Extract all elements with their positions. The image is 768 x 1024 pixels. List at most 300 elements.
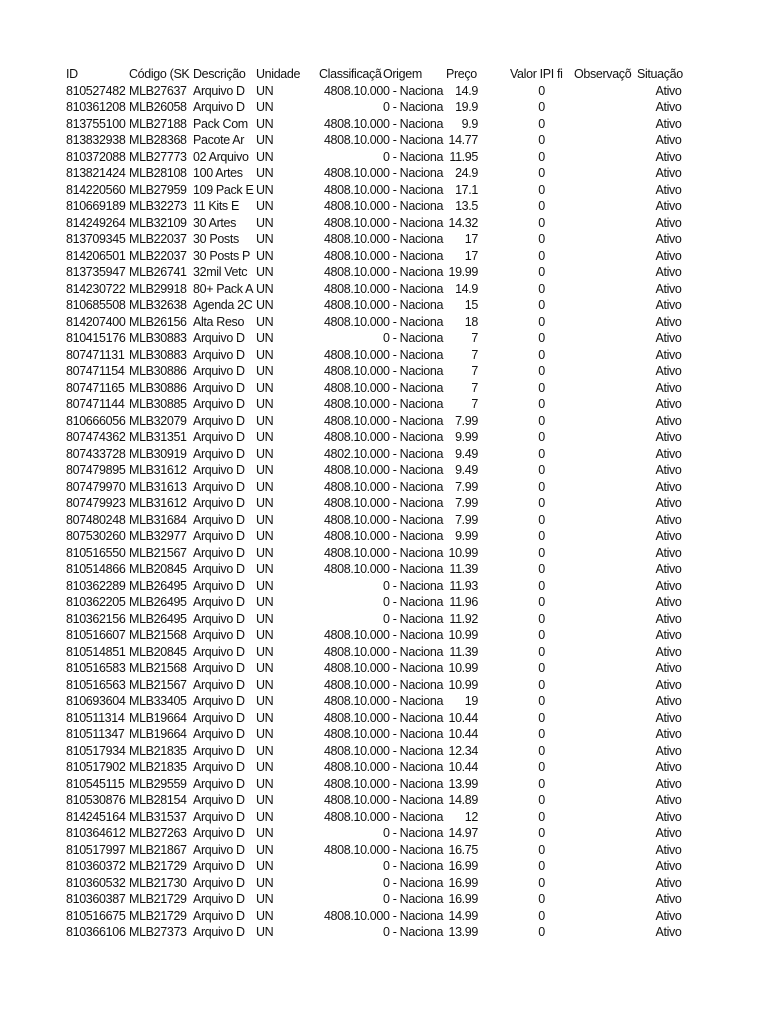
cell-sku[interactable]: MLB31351 <box>129 430 187 444</box>
table-row[interactable] <box>0 512 768 529</box>
cell-status[interactable]: Ativo <box>655 925 682 939</box>
cell-description[interactable]: Arquivo D <box>193 83 245 98</box>
cell-sku[interactable]: MLB27773 <box>129 149 187 164</box>
cell-ipi-value[interactable]: 0 <box>538 677 545 692</box>
cell-price[interactable]: 12.34 <box>448 743 478 758</box>
cell-unit[interactable]: UN <box>256 166 274 180</box>
cell-origin[interactable]: 0 - Naciona <box>383 479 444 494</box>
cell-status[interactable]: Ativo <box>655 446 682 461</box>
cell-origin[interactable]: 0 - Naciona <box>383 265 444 279</box>
cell-unit[interactable]: UN <box>256 149 274 164</box>
table-row[interactable] <box>0 627 768 644</box>
cell-ipi-value[interactable]: 0 <box>538 83 545 98</box>
cell-unit[interactable]: UN <box>256 859 274 873</box>
cell-description[interactable]: Arquivo D <box>193 908 245 923</box>
cell-sku[interactable]: MLB21867 <box>129 842 187 857</box>
cell-unit[interactable]: UN <box>256 479 274 494</box>
cell-description[interactable]: Arquivo D <box>193 331 245 345</box>
cell-classification[interactable]: 4808.10.00 <box>323 463 383 477</box>
cell-id[interactable]: 807471154 <box>66 364 125 378</box>
cell-description[interactable]: Arquivo D <box>193 760 245 774</box>
cell-description[interactable]: Arquivo D <box>193 826 245 840</box>
cell-id[interactable]: 814230722 <box>66 281 126 296</box>
cell-id[interactable]: 810527482 <box>66 83 126 98</box>
cell-description[interactable]: Arquivo D <box>193 611 245 626</box>
cell-status[interactable]: Ativo <box>655 496 682 510</box>
cell-observations[interactable] <box>574 512 637 529</box>
cell-status[interactable]: Ativo <box>655 413 682 428</box>
cell-description[interactable]: 30 Posts P <box>193 248 250 263</box>
cell-price[interactable]: 11.92 <box>449 611 478 626</box>
cell-ipi-value[interactable]: 0 <box>538 314 545 329</box>
table-row[interactable] <box>0 809 768 826</box>
cell-description[interactable]: Arquivo D <box>193 347 245 362</box>
cell-price[interactable]: 7 <box>471 397 478 411</box>
cell-status[interactable]: Ativo <box>655 529 682 543</box>
cell-ipi-value[interactable]: 0 <box>538 842 545 857</box>
cell-status[interactable]: Ativo <box>655 776 682 791</box>
cell-classification[interactable] <box>319 891 383 908</box>
header-classification[interactable]: Classificaçã <box>319 67 382 81</box>
cell-ipi-value[interactable]: 0 <box>538 347 545 362</box>
header-price[interactable]: Preço <box>446 67 477 81</box>
table-row[interactable] <box>0 99 768 116</box>
cell-ipi-value[interactable]: 0 <box>538 446 545 461</box>
cell-unit[interactable]: UN <box>256 628 274 642</box>
cell-description[interactable]: Arquivo D <box>193 776 245 791</box>
cell-id[interactable]: 813821424 <box>66 166 126 180</box>
cell-status[interactable]: Ativo <box>655 892 682 906</box>
cell-ipi-value[interactable]: 0 <box>538 512 545 527</box>
cell-id[interactable]: 814249264 <box>66 215 126 230</box>
cell-origin[interactable]: 0 - Naciona <box>383 611 444 626</box>
cell-unit[interactable]: UN <box>256 644 274 659</box>
cell-classification[interactable]: 4808.10.00 <box>323 215 383 230</box>
cell-description[interactable]: Pacote Ar <box>193 133 245 147</box>
cell-observations[interactable] <box>574 726 637 743</box>
cell-description[interactable]: Arquivo D <box>193 710 245 725</box>
cell-sku[interactable]: MLB21730 <box>129 875 187 890</box>
cell-sku[interactable]: MLB21567 <box>129 545 187 560</box>
cell-unit[interactable]: UN <box>256 892 274 906</box>
cell-classification[interactable]: 4808.10.00 <box>323 628 383 642</box>
cell-classification[interactable] <box>319 594 383 611</box>
cell-observations[interactable] <box>574 776 637 793</box>
cell-sku[interactable]: MLB28108 <box>129 166 187 180</box>
cell-id[interactable]: 810364612 <box>66 826 126 840</box>
cell-description[interactable]: 02 Arquivo <box>193 149 249 164</box>
cell-origin[interactable]: 0 - Naciona <box>383 364 444 378</box>
cell-sku[interactable]: MLB26058 <box>129 100 187 114</box>
cell-status[interactable]: Ativo <box>655 875 682 890</box>
table-row[interactable] <box>0 594 768 611</box>
cell-classification[interactable]: 4808.10.00 <box>323 562 383 576</box>
cell-unit[interactable]: UN <box>256 463 274 477</box>
cell-origin[interactable]: 0 - Naciona <box>383 496 444 510</box>
cell-description[interactable]: Arquivo D <box>193 413 245 428</box>
table-row[interactable] <box>0 759 768 776</box>
table-row[interactable] <box>0 198 768 215</box>
cell-status[interactable]: Ativo <box>655 710 682 725</box>
cell-status[interactable]: Ativo <box>655 545 682 560</box>
cell-origin[interactable]: 0 - Naciona <box>383 826 444 840</box>
cell-id[interactable]: 814207400 <box>66 314 126 329</box>
cell-sku[interactable]: MLB27373 <box>129 925 187 939</box>
cell-observations[interactable] <box>574 462 637 479</box>
cell-origin[interactable]: 0 - Naciona <box>383 776 444 791</box>
cell-observations[interactable] <box>574 561 637 578</box>
cell-price[interactable]: 16.99 <box>448 859 478 873</box>
cell-description[interactable]: Arquivo D <box>193 859 245 873</box>
cell-observations[interactable] <box>574 594 637 611</box>
cell-ipi-value[interactable]: 0 <box>538 166 545 180</box>
cell-price[interactable]: 9.49 <box>455 446 478 461</box>
cell-sku[interactable]: MLB21568 <box>129 661 187 675</box>
cell-ipi-value[interactable]: 0 <box>538 133 545 147</box>
cell-sku[interactable]: MLB21567 <box>129 677 187 692</box>
cell-status[interactable]: Ativo <box>655 578 682 593</box>
table-row[interactable] <box>0 330 768 347</box>
cell-id[interactable]: 810666056 <box>66 413 126 428</box>
cell-observations[interactable] <box>574 264 637 281</box>
cell-ipi-value[interactable]: 0 <box>538 281 545 296</box>
cell-observations[interactable] <box>574 825 637 842</box>
cell-unit[interactable]: UN <box>256 578 274 593</box>
cell-status[interactable]: Ativo <box>655 908 682 923</box>
cell-ipi-value[interactable]: 0 <box>538 413 545 428</box>
cell-classification[interactable]: 4808.10.00 <box>323 727 383 741</box>
table-row[interactable] <box>0 545 768 562</box>
cell-unit[interactable]: UN <box>256 677 274 692</box>
table-row[interactable] <box>0 231 768 248</box>
cell-observations[interactable] <box>574 446 637 463</box>
cell-classification[interactable]: 4808.10.00 <box>323 496 383 510</box>
cell-origin[interactable]: 0 - Naciona <box>383 133 444 147</box>
cell-status[interactable]: Ativo <box>655 743 682 758</box>
cell-status[interactable]: Ativo <box>655 661 682 675</box>
cell-description[interactable]: Agenda 2C <box>193 298 253 312</box>
cell-unit[interactable]: UN <box>256 331 274 345</box>
cell-id[interactable]: 810516563 <box>66 677 126 692</box>
cell-status[interactable]: Ativo <box>655 199 682 213</box>
cell-observations[interactable] <box>574 875 637 892</box>
cell-description[interactable]: 30 Posts <box>193 232 239 246</box>
cell-price[interactable]: 9.99 <box>455 529 478 543</box>
cell-id[interactable]: 813709345 <box>66 232 126 246</box>
cell-id[interactable]: 810362289 <box>66 578 126 593</box>
cell-id[interactable]: 810516583 <box>66 661 126 675</box>
table-row[interactable] <box>0 677 768 694</box>
cell-status[interactable]: Ativo <box>655 628 682 642</box>
cell-unit[interactable]: UN <box>256 314 274 329</box>
cell-price[interactable]: 13.99 <box>448 776 478 791</box>
cell-description[interactable]: Arquivo D <box>193 595 245 609</box>
cell-id[interactable]: 810517934 <box>66 743 126 758</box>
cell-observations[interactable] <box>574 314 637 331</box>
table-row[interactable] <box>0 611 768 628</box>
table-row[interactable] <box>0 561 768 578</box>
cell-ipi-value[interactable]: 0 <box>538 727 545 741</box>
header-description[interactable]: Descrição <box>193 67 246 81</box>
cell-ipi-value[interactable]: 0 <box>538 232 545 246</box>
cell-id[interactable]: 807480248 <box>66 512 126 527</box>
cell-status[interactable]: Ativo <box>655 149 682 164</box>
cell-classification[interactable]: 4808.10.00 <box>323 793 383 807</box>
cell-origin[interactable]: 0 - Naciona <box>383 314 444 329</box>
header-status[interactable]: Situação <box>637 67 683 81</box>
table-row[interactable] <box>0 429 768 446</box>
cell-status[interactable]: Ativo <box>655 100 682 114</box>
cell-description[interactable]: Arquivo D <box>193 446 245 461</box>
cell-sku[interactable]: MLB21729 <box>129 892 187 906</box>
cell-unit[interactable]: UN <box>256 760 274 774</box>
cell-price[interactable]: 9.49 <box>455 463 478 477</box>
table-row[interactable] <box>0 83 768 100</box>
table-row[interactable] <box>0 495 768 512</box>
cell-origin[interactable]: 0 - Naciona <box>383 743 444 758</box>
cell-observations[interactable] <box>574 380 637 397</box>
cell-unit[interactable]: UN <box>256 842 274 857</box>
cell-id[interactable]: 810360372 <box>66 859 126 873</box>
cell-observations[interactable] <box>574 215 637 232</box>
cell-unit[interactable]: UN <box>256 595 274 609</box>
cell-classification[interactable]: 4808.10.00 <box>323 298 383 312</box>
cell-sku[interactable]: MLB26495 <box>129 611 187 626</box>
cell-status[interactable]: Ativo <box>655 364 682 378</box>
cell-price[interactable]: 11.93 <box>449 578 478 593</box>
cell-status[interactable]: Ativo <box>655 265 682 279</box>
cell-sku[interactable]: MLB26495 <box>129 578 187 593</box>
cell-classification[interactable] <box>319 330 383 347</box>
cell-origin[interactable]: 0 - Naciona <box>383 199 444 213</box>
cell-classification[interactable] <box>319 578 383 595</box>
cell-observations[interactable] <box>574 248 637 265</box>
cell-id[interactable]: 813755100 <box>66 116 126 131</box>
cell-price[interactable]: 11.39 <box>449 644 478 659</box>
cell-description[interactable]: Arquivo D <box>193 380 245 395</box>
table-row[interactable] <box>0 215 768 232</box>
table-row[interactable] <box>0 149 768 166</box>
cell-sku[interactable]: MLB26495 <box>129 595 187 609</box>
cell-origin[interactable]: 0 - Naciona <box>383 182 444 197</box>
cell-status[interactable]: Ativo <box>655 380 682 395</box>
cell-unit[interactable]: UN <box>256 661 274 675</box>
cell-ipi-value[interactable]: 0 <box>538 479 545 494</box>
cell-origin[interactable]: 0 - Naciona <box>383 463 444 477</box>
cell-id[interactable]: 810514851 <box>66 644 126 659</box>
cell-observations[interactable] <box>574 363 637 380</box>
cell-unit[interactable]: UN <box>256 133 274 147</box>
cell-origin[interactable]: 0 - Naciona <box>383 694 444 708</box>
cell-price[interactable]: 14.9 <box>455 83 478 98</box>
cell-unit[interactable]: UN <box>256 809 274 824</box>
cell-sku[interactable]: MLB27263 <box>129 826 187 840</box>
cell-status[interactable]: Ativo <box>655 595 682 609</box>
cell-origin[interactable]: 0 - Naciona <box>383 232 444 246</box>
cell-observations[interactable] <box>574 677 637 694</box>
cell-id[interactable]: 810361208 <box>66 100 126 114</box>
cell-unit[interactable]: UN <box>256 793 274 807</box>
cell-ipi-value[interactable]: 0 <box>538 644 545 659</box>
cell-classification[interactable]: 4802.10.00 <box>323 446 383 461</box>
cell-description[interactable]: Arquivo D <box>193 677 245 692</box>
cell-sku[interactable]: MLB28368 <box>129 133 187 147</box>
cell-sku[interactable]: MLB20845 <box>129 644 187 659</box>
cell-origin[interactable]: 0 - Naciona <box>383 116 444 131</box>
cell-classification[interactable]: 4808.10.00 <box>323 397 383 411</box>
cell-classification[interactable]: 4808.10.00 <box>323 677 383 692</box>
cell-sku[interactable]: MLB32638 <box>129 298 187 312</box>
cell-origin[interactable]: 0 - Naciona <box>383 545 444 560</box>
cell-origin[interactable]: 0 - Naciona <box>383 380 444 395</box>
cell-unit[interactable]: UN <box>256 215 274 230</box>
cell-observations[interactable] <box>574 149 637 166</box>
cell-status[interactable]: Ativo <box>655 562 682 576</box>
cell-description[interactable]: Arquivo D <box>193 463 245 477</box>
cell-observations[interactable] <box>574 396 637 413</box>
cell-sku[interactable]: MLB21729 <box>129 859 187 873</box>
cell-id[interactable]: 814245164 <box>66 809 126 824</box>
cell-unit[interactable]: UN <box>256 397 274 411</box>
cell-description[interactable]: Arquivo D <box>193 430 245 444</box>
cell-ipi-value[interactable]: 0 <box>538 248 545 263</box>
cell-price[interactable]: 14.32 <box>448 215 478 230</box>
cell-classification[interactable]: 4808.10.00 <box>323 644 383 659</box>
table-row[interactable] <box>0 363 768 380</box>
cell-status[interactable]: Ativo <box>655 760 682 774</box>
cell-classification[interactable]: 4808.10.00 <box>323 710 383 725</box>
cell-price[interactable]: 16.75 <box>448 842 478 857</box>
cell-unit[interactable]: UN <box>256 776 274 791</box>
cell-ipi-value[interactable]: 0 <box>538 710 545 725</box>
cell-classification[interactable]: 4808.10.00 <box>323 232 383 246</box>
cell-ipi-value[interactable]: 0 <box>538 182 545 197</box>
table-row[interactable] <box>0 297 768 314</box>
cell-description[interactable]: Arquivo D <box>193 875 245 890</box>
cell-observations[interactable] <box>574 809 637 826</box>
cell-status[interactable]: Ativo <box>655 826 682 840</box>
table-row[interactable] <box>0 116 768 133</box>
cell-price[interactable]: 14.89 <box>448 793 478 807</box>
cell-observations[interactable] <box>574 627 637 644</box>
cell-classification[interactable]: 4808.10.00 <box>323 166 383 180</box>
cell-unit[interactable]: UN <box>256 826 274 840</box>
cell-price[interactable]: 7 <box>471 364 478 378</box>
cell-price[interactable]: 17 <box>464 232 478 246</box>
cell-unit[interactable]: UN <box>256 265 274 279</box>
cell-id[interactable]: 807471131 <box>66 347 125 362</box>
cell-price[interactable]: 10.99 <box>448 661 478 675</box>
cell-id[interactable]: 807530260 <box>66 529 126 543</box>
cell-ipi-value[interactable]: 0 <box>538 776 545 791</box>
cell-status[interactable]: Ativo <box>655 248 682 263</box>
cell-unit[interactable]: UN <box>256 199 274 213</box>
cell-status[interactable]: Ativo <box>655 347 682 362</box>
cell-observations[interactable] <box>574 429 637 446</box>
cell-description[interactable]: Arquivo D <box>193 496 245 510</box>
table-row[interactable] <box>0 281 768 298</box>
cell-classification[interactable] <box>319 875 383 892</box>
cell-sku[interactable]: MLB31612 <box>129 496 187 510</box>
cell-sku[interactable]: MLB32273 <box>129 199 187 213</box>
cell-id[interactable]: 810545115 <box>66 776 125 791</box>
cell-classification[interactable]: 4808.10.00 <box>323 347 383 362</box>
cell-id[interactable]: 810685508 <box>66 298 126 312</box>
cell-price[interactable]: 11.39 <box>449 562 478 576</box>
header-unit[interactable]: Unidade <box>256 67 301 81</box>
cell-ipi-value[interactable]: 0 <box>538 595 545 609</box>
cell-classification[interactable]: 4808.10.00 <box>323 512 383 527</box>
cell-classification[interactable]: 4808.10.00 <box>323 529 383 543</box>
cell-unit[interactable]: UN <box>256 743 274 758</box>
cell-unit[interactable]: UN <box>256 83 274 98</box>
cell-unit[interactable]: UN <box>256 727 274 741</box>
cell-status[interactable]: Ativo <box>655 397 682 411</box>
cell-sku[interactable]: MLB22037 <box>129 232 187 246</box>
table-row[interactable] <box>0 446 768 463</box>
cell-status[interactable]: Ativo <box>655 298 682 312</box>
cell-origin[interactable]: 0 - Naciona <box>383 413 444 428</box>
cell-id[interactable]: 810362156 <box>66 611 126 626</box>
cell-sku[interactable]: MLB27959 <box>129 182 187 197</box>
cell-description[interactable]: Arquivo D <box>193 512 245 527</box>
cell-description[interactable]: Arquivo D <box>193 644 245 659</box>
cell-status[interactable]: Ativo <box>655 166 682 180</box>
cell-ipi-value[interactable]: 0 <box>538 496 545 510</box>
table-row[interactable] <box>0 693 768 710</box>
cell-status[interactable]: Ativo <box>655 793 682 807</box>
table-row[interactable] <box>0 479 768 496</box>
table-row[interactable] <box>0 842 768 859</box>
cell-sku[interactable]: MLB21729 <box>129 908 187 923</box>
cell-status[interactable]: Ativo <box>655 644 682 659</box>
cell-observations[interactable] <box>574 297 637 314</box>
table-row[interactable] <box>0 858 768 875</box>
cell-price[interactable]: 14.97 <box>448 826 478 840</box>
table-row[interactable] <box>0 462 768 479</box>
cell-status[interactable]: Ativo <box>655 859 682 873</box>
cell-description[interactable]: Alta Reso <box>193 314 245 329</box>
cell-origin[interactable]: 0 - Naciona <box>383 875 444 890</box>
cell-price[interactable]: 19.99 <box>448 265 478 279</box>
cell-observations[interactable] <box>574 347 637 364</box>
cell-id[interactable]: 810372088 <box>66 149 126 164</box>
cell-origin[interactable]: 0 - Naciona <box>383 908 444 923</box>
cell-origin[interactable]: 0 - Naciona <box>383 281 444 296</box>
cell-classification[interactable]: 4808.10.00 <box>323 842 383 857</box>
cell-status[interactable]: Ativo <box>655 116 682 131</box>
cell-observations[interactable] <box>574 132 637 149</box>
cell-id[interactable]: 810511347 <box>66 727 125 741</box>
cell-classification[interactable]: 4808.10.00 <box>323 265 383 279</box>
table-row[interactable] <box>0 165 768 182</box>
cell-sku[interactable]: MLB32079 <box>129 413 187 428</box>
cell-ipi-value[interactable]: 0 <box>538 578 545 593</box>
cell-id[interactable]: 807433728 <box>66 446 126 461</box>
cell-unit[interactable]: UN <box>256 232 274 246</box>
cell-price[interactable]: 7.99 <box>455 479 478 494</box>
cell-price[interactable]: 19 <box>464 694 478 708</box>
cell-observations[interactable] <box>574 116 637 133</box>
cell-id[interactable]: 810366106 <box>66 925 126 939</box>
cell-classification[interactable]: 4808.10.00 <box>323 364 383 378</box>
cell-id[interactable]: 810415176 <box>66 331 126 345</box>
cell-description[interactable]: 109 Pack E <box>193 182 254 197</box>
cell-observations[interactable] <box>574 578 637 595</box>
cell-sku[interactable]: MLB32109 <box>129 215 187 230</box>
cell-description[interactable]: Pack Com <box>193 116 248 131</box>
cell-origin[interactable]: 0 - Naciona <box>383 166 444 180</box>
